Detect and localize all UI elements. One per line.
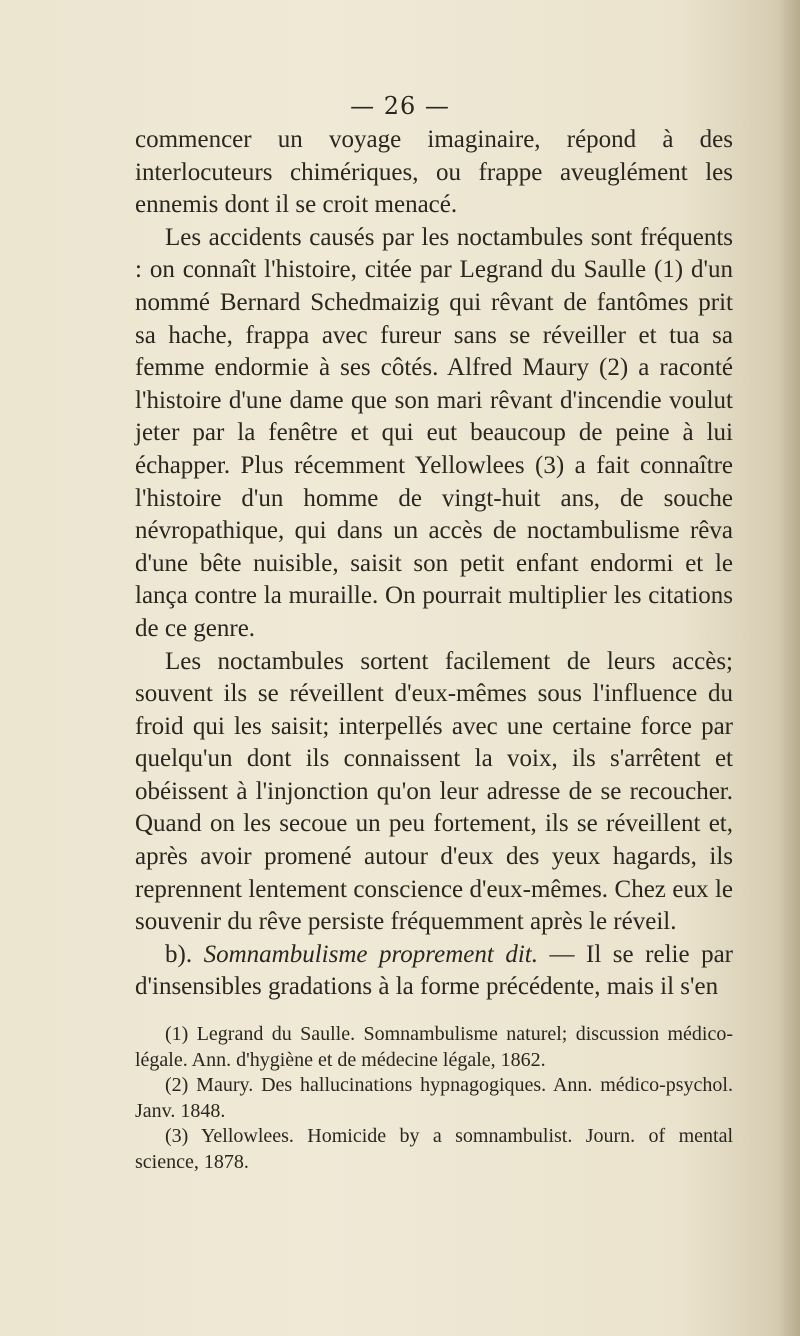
paragraph-1: commencer un voyage imaginaire, répond à des interlocuteurs chimériques, ou frappe aveuglément les ennemis dont il se croit menacé.	[135, 126, 733, 219]
paragraph-4	[135, 939, 733, 1004]
paragraph-2: Les accidents causés par les noctambules sont fréquents : on connaît l'histoire, citée par Legrand du Saulle (1) d'un nommé Bernard Schedmaizig qui rêvant de fantômes prit sa hache, frappa avec fureur sans se réveiller et tua sa femme endormie à ses côtés. Alfred Maury (2) a raconté l'histoire d'une dame que son mari rêvant d'incendie voulut jeter par la fenêtre et qui eut beaucoup de peine à lui échapper. Plus récemment Yellowlees (3) a fait connaître l'histoire d'un homme de vingt-huit ans, de souche névropathique, qui dans un accès de noctambulisme rêva d'une bête nuisible, saisit son petit enfant endormi et le lança contre la muraille. On pourrait multiplier les citations de ce genre.	[135, 223, 733, 642]
paragraph-3: Les noctambules sortent facilement de leurs accès; souvent ils se réveillent d'eux-mêmes sous l'influence du froid qui les saisit; interpellés avec une certaine force par quelqu'un dont ils connaissent la voix, ils s'arrêtent et obéissent à l'injonction qu'on leur adresse de se recoucher. Quand on les secoue un peu fortement, ils se réveillent et, après avoir promené autour d'eux des yeux hagards, ils reprennent lentement conscience d'eux-mêmes. Chez eux le souvenir du rêve persiste fréquemment après le réveil.	[135, 647, 733, 936]
page-edge-shadow	[778, 0, 800, 1336]
footnote-3: (3) Yellowlees. Homicide by a somnambulist. Journ. of mental science, 1878.	[135, 1125, 733, 1173]
paragraph-4-text: — Il se relie par d'insensibles gradations à la forme précédente, mais il s'en	[135, 940, 734, 1001]
footnotes	[135, 1022, 733, 1175]
section-title: Somnambulisme proprement dit.	[203, 940, 538, 968]
section-label: b).	[165, 940, 193, 968]
body-text	[135, 124, 733, 1004]
footnote-1: (1) Legrand du Saulle. Somnambulisme naturel; discussion médico-légale. Ann. d'hygiène et de médecine légale, 1862.	[135, 1023, 733, 1071]
page-number: — 26 —	[350, 92, 450, 120]
footnote-2: (2) Maury. Des hallucinations hypnagogiques. Ann. médico-psychol. Janv. 1848.	[135, 1074, 733, 1122]
